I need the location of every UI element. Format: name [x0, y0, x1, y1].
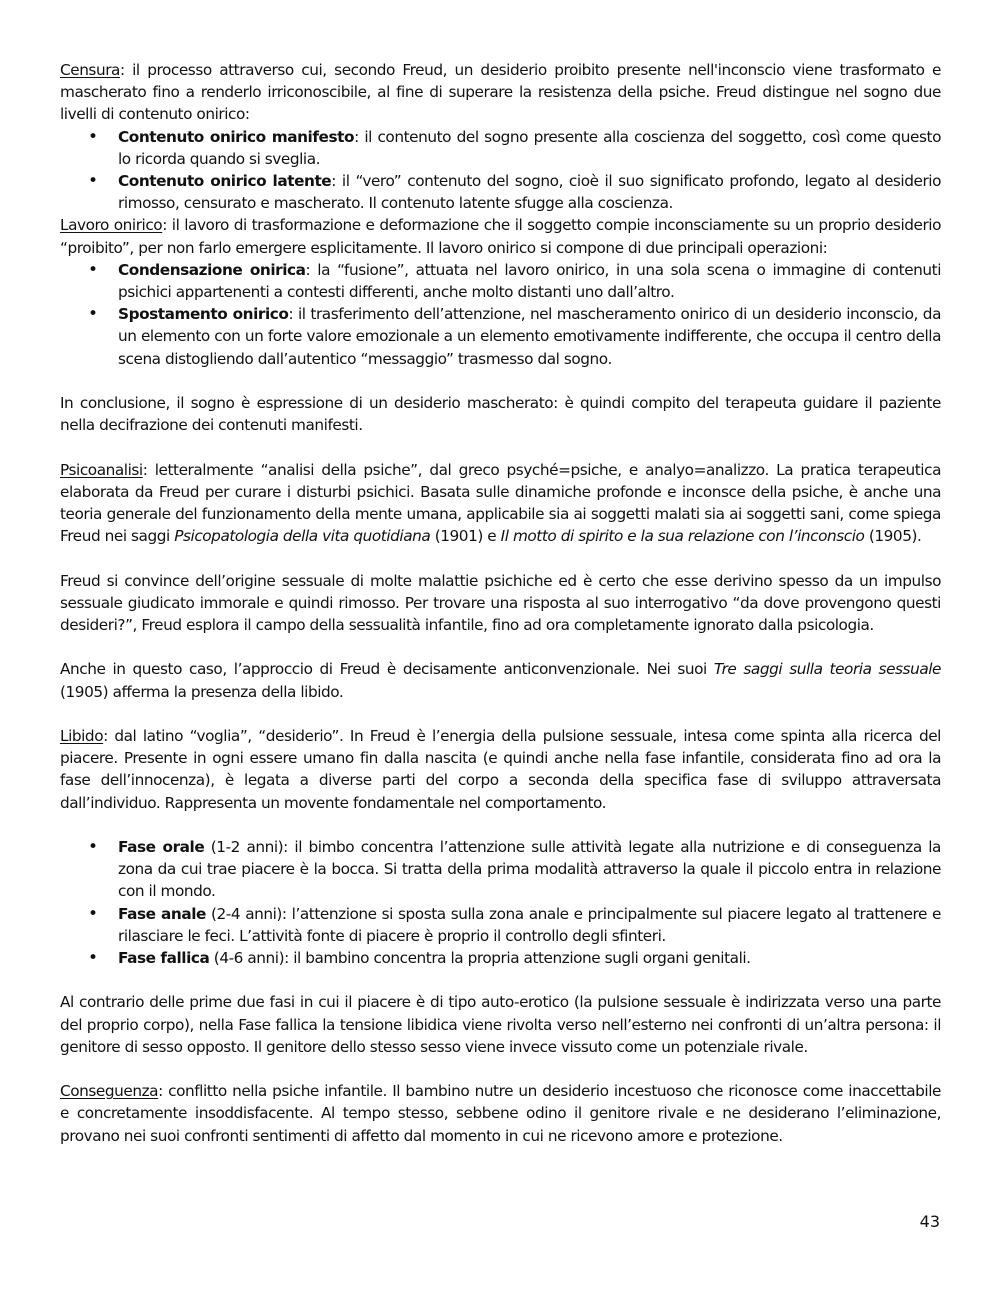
definition-text: (1905).	[864, 527, 922, 546]
list-item	[60, 126, 941, 170]
item-title: Fase anale	[118, 904, 206, 923]
body-text: (1905) afferma la presenza della libido.	[60, 682, 344, 701]
list-item	[60, 947, 941, 969]
list-operazioni	[60, 259, 941, 370]
book-title: Il motto di spirito e la sua relazione con l’inconscio	[500, 527, 865, 546]
list-fasi	[60, 836, 941, 969]
definition-text: : il processo attraverso cui, secondo Freud, un desiderio proibito presente nell'inconscio viene trasformato e mascherato fino a renderlo irriconoscibile, al fine di superare la resistenza della psiche. Freud distingue nel sogno due livelli di contenuto onirico:	[60, 61, 941, 124]
item-text: (2-4 anni): l’attenzione si sposta sulla zona anale e principalmente sul piacere legato al trattenere e rilasciare le feci. L’attività fonte di piacere è proprio il controllo degli sfinteri.	[118, 904, 941, 945]
item-title: Contenuto onirico latente	[118, 172, 332, 191]
term-censura: Censura	[60, 61, 120, 79]
definition-text: : conflitto nella psiche infantile. Il bambino nutre un desiderio incestuoso che riconosce come inaccettabile e concretamente insoddisfacente. Al tempo stesso, sebbene odino il genitore rivale e ne desiderano l’eliminazione, provano nei suoi confronti sentimenti di affetto dal momento in cui ne ricevono amore e protezione.	[60, 1082, 941, 1145]
term-lavoro-onirico: Lavoro onirico	[60, 216, 163, 235]
paragraph-conclusione: In conclusione, il sogno è espressione di un desiderio mascherato: è quindi compito del terapeuta guidare il paziente nella decifrazione dei contenuti manifesti.	[60, 394, 941, 435]
paragraph-conseguenza	[60, 1080, 941, 1147]
book-title: Tre saggi sulla teoria sessuale	[713, 660, 942, 679]
body-text: Anche in questo caso, l’approccio di Freud è decisamente anticonvenzionale. Nei suoi	[60, 660, 714, 679]
item-text: : il “vero” contenuto del sogno, cioè il suo significato profondo, legato al desiderio rimosso, censurato e mascherato. Il contenuto latente sfugge alla coscienza.	[118, 172, 941, 213]
list-item	[60, 170, 941, 214]
item-text: : il trasferimento dell’attenzione, nel mascheramento onirico di un desiderio inconscio, da un elemento con un forte valore emozionale a un elemento emotivamente indifferente, che occupa il centro della scena distogliendo dall’autentico “messaggio” trasmesso dal sogno.	[118, 305, 941, 368]
item-title: Condensazione onirica	[118, 260, 306, 279]
definition-text: : letteralmente “analisi della psiche”, dal greco psyché=psiche, e analyo=analizzo. La pratica terapeutica elaborata da Freud per curare i disturbi psichici. Basata sulle dinamiche profonde e inconsce della psiche, è anche una teoria generale del funzionamento della mente umana, applicabile sia ai soggetti malati sia ai soggetti sani, come spiega Freud nei saggi	[60, 460, 941, 546]
page-number: 43	[919, 1212, 940, 1231]
item-title: Contenuto onirico manifesto	[118, 127, 355, 146]
item-text: (1-2 anni): il bimbo concentra l’attenzione sulle attività legate alla nutrizione e di conseguenza la zona da cui trae piacere è la bocca. Si tratta della prima modalità attraverso la quale il piccolo entra in relazione con il mondo.	[118, 838, 941, 901]
item-title: Spostamento onirico	[118, 305, 289, 324]
paragraph-censura	[60, 59, 941, 126]
list-item	[60, 836, 941, 903]
item-text: (4-6 anni): il bambino concentra la propria attenzione sugli organi genitali.	[209, 949, 751, 968]
page-body	[60, 59, 941, 1147]
list-item	[60, 903, 941, 947]
item-text: : il contenuto del sogno presente alla coscienza del soggetto, così come questo lo ricorda quando si sveglia.	[118, 127, 941, 168]
definition-text: (1901) e	[430, 527, 501, 546]
term-psicoanalisi: Psicoanalisi	[60, 460, 143, 479]
paragraph-origine-sessuale: Freud si convince dell’origine sessuale di molte malattie psichiche ed è certo che esse derivino spesso da un impulso sessuale giudicato immorale e quindi rimosso. Per trovare una risposta al suo interrogativo “da dove provengono questi desideri?”, Freud esplora il campo della sessualità infantile, fino ad ora completamente ignorato dalla psicologia.	[60, 571, 941, 635]
list-contenuto-onirico	[60, 126, 941, 215]
paragraph-psicoanalisi	[60, 459, 941, 548]
paragraph-libido	[60, 725, 941, 814]
definition-text: : dal latino “voglia”, “desiderio”. In Freud è l’energia della pulsione sessuale, intesa come spinta alla ricerca del piacere. Presente in ogni essere umano fin dalla nascita (e quindi anche nella fase infantile, considerata fino ad ora la fase dell’innocenza), è legata a diverse parti del corpo a seconda della specifica fase di sviluppo attraversata dall’individuo. Rappresenta un movente fondamentale nel comportamento.	[60, 727, 941, 812]
definition-text: : il lavoro di trasformazione e deformazione che il soggetto compie inconsciamente su un proprio desiderio “proibito”, per non farlo emergere esplicitamente. Il lavoro onirico si compone di due principali operazioni:	[60, 216, 942, 257]
item-title: Fase fallica	[118, 949, 210, 968]
paragraph-contrario: Al contrario delle prime due fasi in cui il piacere è di tipo auto-erotico (la pulsione sessuale è indirizzata verso una parte del proprio corpo), nella Fase fallica la tensione libidica viene rivolta verso nell’esterno nei confronti di un’altra persona: il genitore di sesso opposto. Il genitore dello stesso sesso viene invece vissuto come un potenziale rivale.	[60, 993, 941, 1056]
term-libido: Libido	[60, 727, 104, 746]
item-title: Fase orale	[118, 838, 205, 857]
book-title: Psicopatologia della vita quotidiana	[174, 527, 431, 546]
paragraph-approccio	[60, 658, 941, 702]
list-item	[60, 259, 941, 303]
item-text: : la “fusione”, attuata nel lavoro onirico, in una sola scena o immagine di contenuti psichici appartenenti a contesti differenti, anche molto distanti uno dall’altro.	[118, 260, 941, 302]
paragraph-lavoro-onirico	[60, 214, 941, 258]
list-item	[60, 303, 941, 370]
term-conseguenza: Conseguenza	[60, 1082, 159, 1101]
